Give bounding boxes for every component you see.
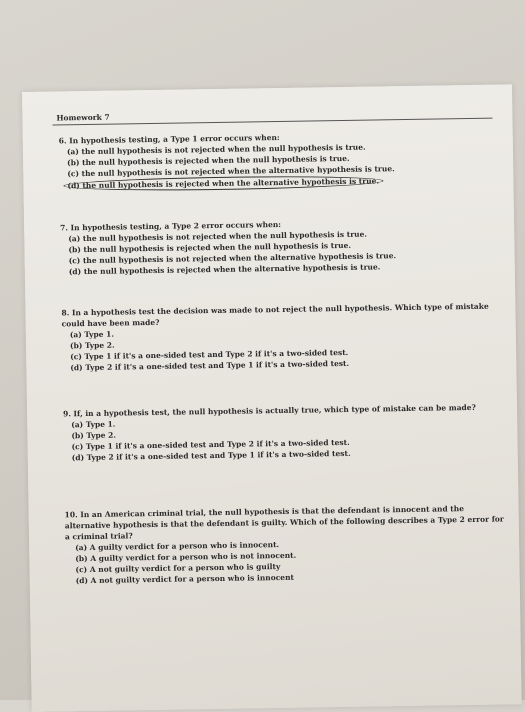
option-a: (a) the null hypothesis is not rejected when the null hypothesis is true. xyxy=(68,229,368,244)
question-6 xyxy=(59,130,395,192)
homework-sheet xyxy=(22,84,522,712)
option-d: (d) Type 2 if it's a one-sided test and Type 1 if it's a two-sided test. xyxy=(70,358,350,373)
option-a: (a) Type 1. xyxy=(71,419,116,430)
option-c: (c) Type 1 if it's a one-sided test and Type 2 if it's a two-sided test. xyxy=(71,437,350,452)
option-c: (c) the null hypothesis is not rejected when the alternative hypothesis is true. xyxy=(68,251,397,266)
page-header: Homework 7 xyxy=(56,112,110,123)
question-stem: 7. In hypothesis testing, a Type 2 error occurs when: xyxy=(60,219,282,233)
header-rule xyxy=(53,118,493,126)
question-stem: 8. In a hypothesis test the decision was made to not reject the null hypothesis. Which type of mistake could have been made? xyxy=(61,301,489,329)
option-b: (b) Type 2. xyxy=(69,340,115,351)
option-b: (b) A guilty verdict for a person who is not innocent. xyxy=(75,550,297,564)
question-7 xyxy=(60,217,396,277)
option-d: (d) the null hypothesis is rejected when the alternative hypothesis is true. xyxy=(68,262,381,277)
question-9 xyxy=(63,402,477,463)
option-b: (b) the null hypothesis is rejected when the null hypothesis is true. xyxy=(67,153,350,168)
option-c: (c) A not guilty verdict for a person who is guilty xyxy=(75,562,281,575)
option-b: (b) Type 2. xyxy=(71,430,117,441)
question-stem: 9. If, in a hypothesis test, the null hypothesis is actually true, which type of mistake can be made? xyxy=(62,402,477,419)
answer-circle-mark: (d) the null hypothesis is rejected when the alternative hypothesis is true. xyxy=(63,174,383,192)
option-d: (d) Type 2 if it's a one-sided test and Type 1 if it's a two-sided test. xyxy=(71,448,351,463)
option-a: (a) Type 1. xyxy=(69,329,115,340)
question-stem: 6. In hypothesis testing, a Type 1 error occurs when: xyxy=(58,132,280,146)
option-a: (a) the null hypothesis is not rejected when the null hypothesis is true. xyxy=(66,142,366,157)
option-c: (c) Type 1 if it's a one-sided test and Type 2 if it's a two-sided test. xyxy=(70,347,349,362)
option-d: (d) A not guilty verdict for a person who is innocent xyxy=(75,572,295,586)
option-b: (b) the null hypothesis is rejected when the null hypothesis is true. xyxy=(68,240,352,255)
option-a: (a) A guilty verdict for a person who is innocent. xyxy=(75,540,280,553)
question-10 xyxy=(65,502,511,586)
question-stem: 10. In an American criminal trial, the null hypothesis is that the defendant is innocent and the alternative hypothesis is that the defendant is guilty. Which of the following describes a Type 2 error for a criminal trial? xyxy=(64,504,504,542)
option-c: (c) the null hypothesis is not rejected when the alternative hypothesis is true. xyxy=(67,164,395,179)
question-8 xyxy=(61,300,507,373)
